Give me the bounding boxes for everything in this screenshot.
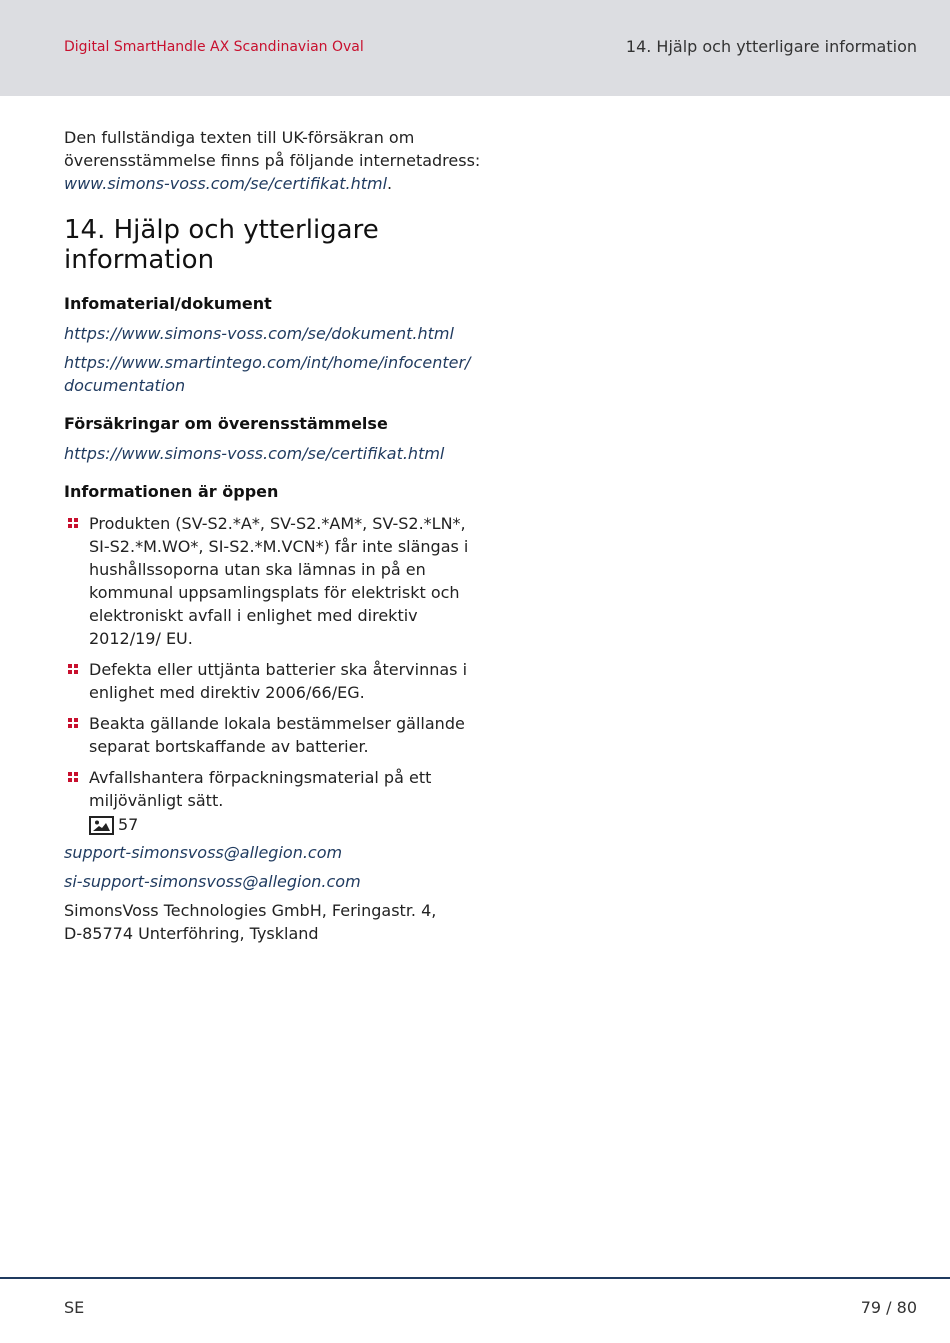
- conformity-link[interactable]: https://www.simons-voss.com/se/certifikat.html: [64, 444, 445, 463]
- intro-text: Den fullständiga texten till UK-försäkran om överensstämmelse finns på följande internetadress:: [64, 128, 481, 170]
- chapter-title: 14. Hjälp och ytterligare information: [625, 37, 917, 56]
- info-open-section: [64, 481, 484, 836]
- conformity-links: [64, 442, 484, 465]
- infocenter-link-line1[interactable]: https://www.smartintego.com/int/home/infocenter/: [64, 353, 471, 372]
- intro-link-line: [64, 172, 484, 195]
- contact-section: [64, 841, 484, 945]
- conformity-heading: Försäkringar om överensstämmelse: [64, 414, 388, 433]
- bullet-icon: [68, 664, 79, 675]
- bullet-icon: [68, 518, 79, 529]
- infomaterial-links: [64, 322, 484, 397]
- page-reference-number: 57: [118, 815, 139, 834]
- list-item-text: Produkten (SV-S2.*A*, SV-S2.*AM*, SV-S2.*LN*, SI-S2.*M.WO*, SI-S2.*M.VCN*) får inte slängas i hushållssoporna utan ska lämnas in på en kommunal uppsamlingsplats för elektriskt och elektroniskt avfall i enlighet med direktiv 2012/19/ EU.: [89, 514, 469, 648]
- certificate-link[interactable]: www.simons-voss.com/se/certifikat.html: [64, 174, 388, 193]
- page-number: 79 / 80: [860, 1298, 917, 1317]
- list-item-text: Defekta eller uttjänta batterier ska återvinnas i enlighet med direktiv 2006/66/EG.: [89, 660, 468, 702]
- list-item: [64, 712, 484, 758]
- address-line-1: SimonsVoss Technologies GmbH, Feringastr. 4,: [64, 901, 437, 920]
- bullet-icon: [68, 718, 79, 729]
- list-item: [64, 512, 484, 650]
- support-email-link[interactable]: support-simonsvoss@allegion.com: [64, 843, 343, 862]
- disposal-list: [64, 512, 484, 812]
- main-content: [64, 126, 484, 945]
- address-line-2: D-85774 Unterföhring, Tyskland: [64, 924, 319, 943]
- intro-link-suffix: .: [387, 174, 393, 193]
- info-open-heading: Informationen är öppen: [64, 482, 279, 501]
- image-icon: [89, 816, 114, 835]
- footer-divider: [0, 1277, 950, 1279]
- documents-link[interactable]: https://www.simons-voss.com/se/dokument.html: [64, 324, 454, 343]
- infocenter-link-line2[interactable]: documentation: [64, 376, 186, 395]
- product-name: Digital SmartHandle AX Scandinavian Oval: [64, 39, 364, 55]
- infomaterial-heading: Infomaterial/dokument: [64, 294, 272, 313]
- page-reference[interactable]: [89, 814, 484, 836]
- bullet-icon: [68, 772, 79, 783]
- si-support-email-link[interactable]: si-support-simonsvoss@allegion.com: [64, 872, 361, 891]
- infomaterial-section: [64, 293, 484, 397]
- infocenter-link[interactable]: [64, 351, 484, 397]
- list-item: [64, 766, 484, 812]
- section-title: 14. Hjälp och ytterligare information: [64, 215, 379, 275]
- list-item-text: Avfallshantera förpackningsmaterial på ett miljövänligt sätt.: [89, 768, 432, 810]
- list-item: [64, 658, 484, 704]
- list-item-text: Beakta gällande lokala bestämmelser gällande separat bortskaffande av batterier.: [89, 714, 465, 756]
- footer-language: SE: [64, 1298, 85, 1317]
- conformity-section: [64, 413, 484, 465]
- page-header: [0, 0, 950, 96]
